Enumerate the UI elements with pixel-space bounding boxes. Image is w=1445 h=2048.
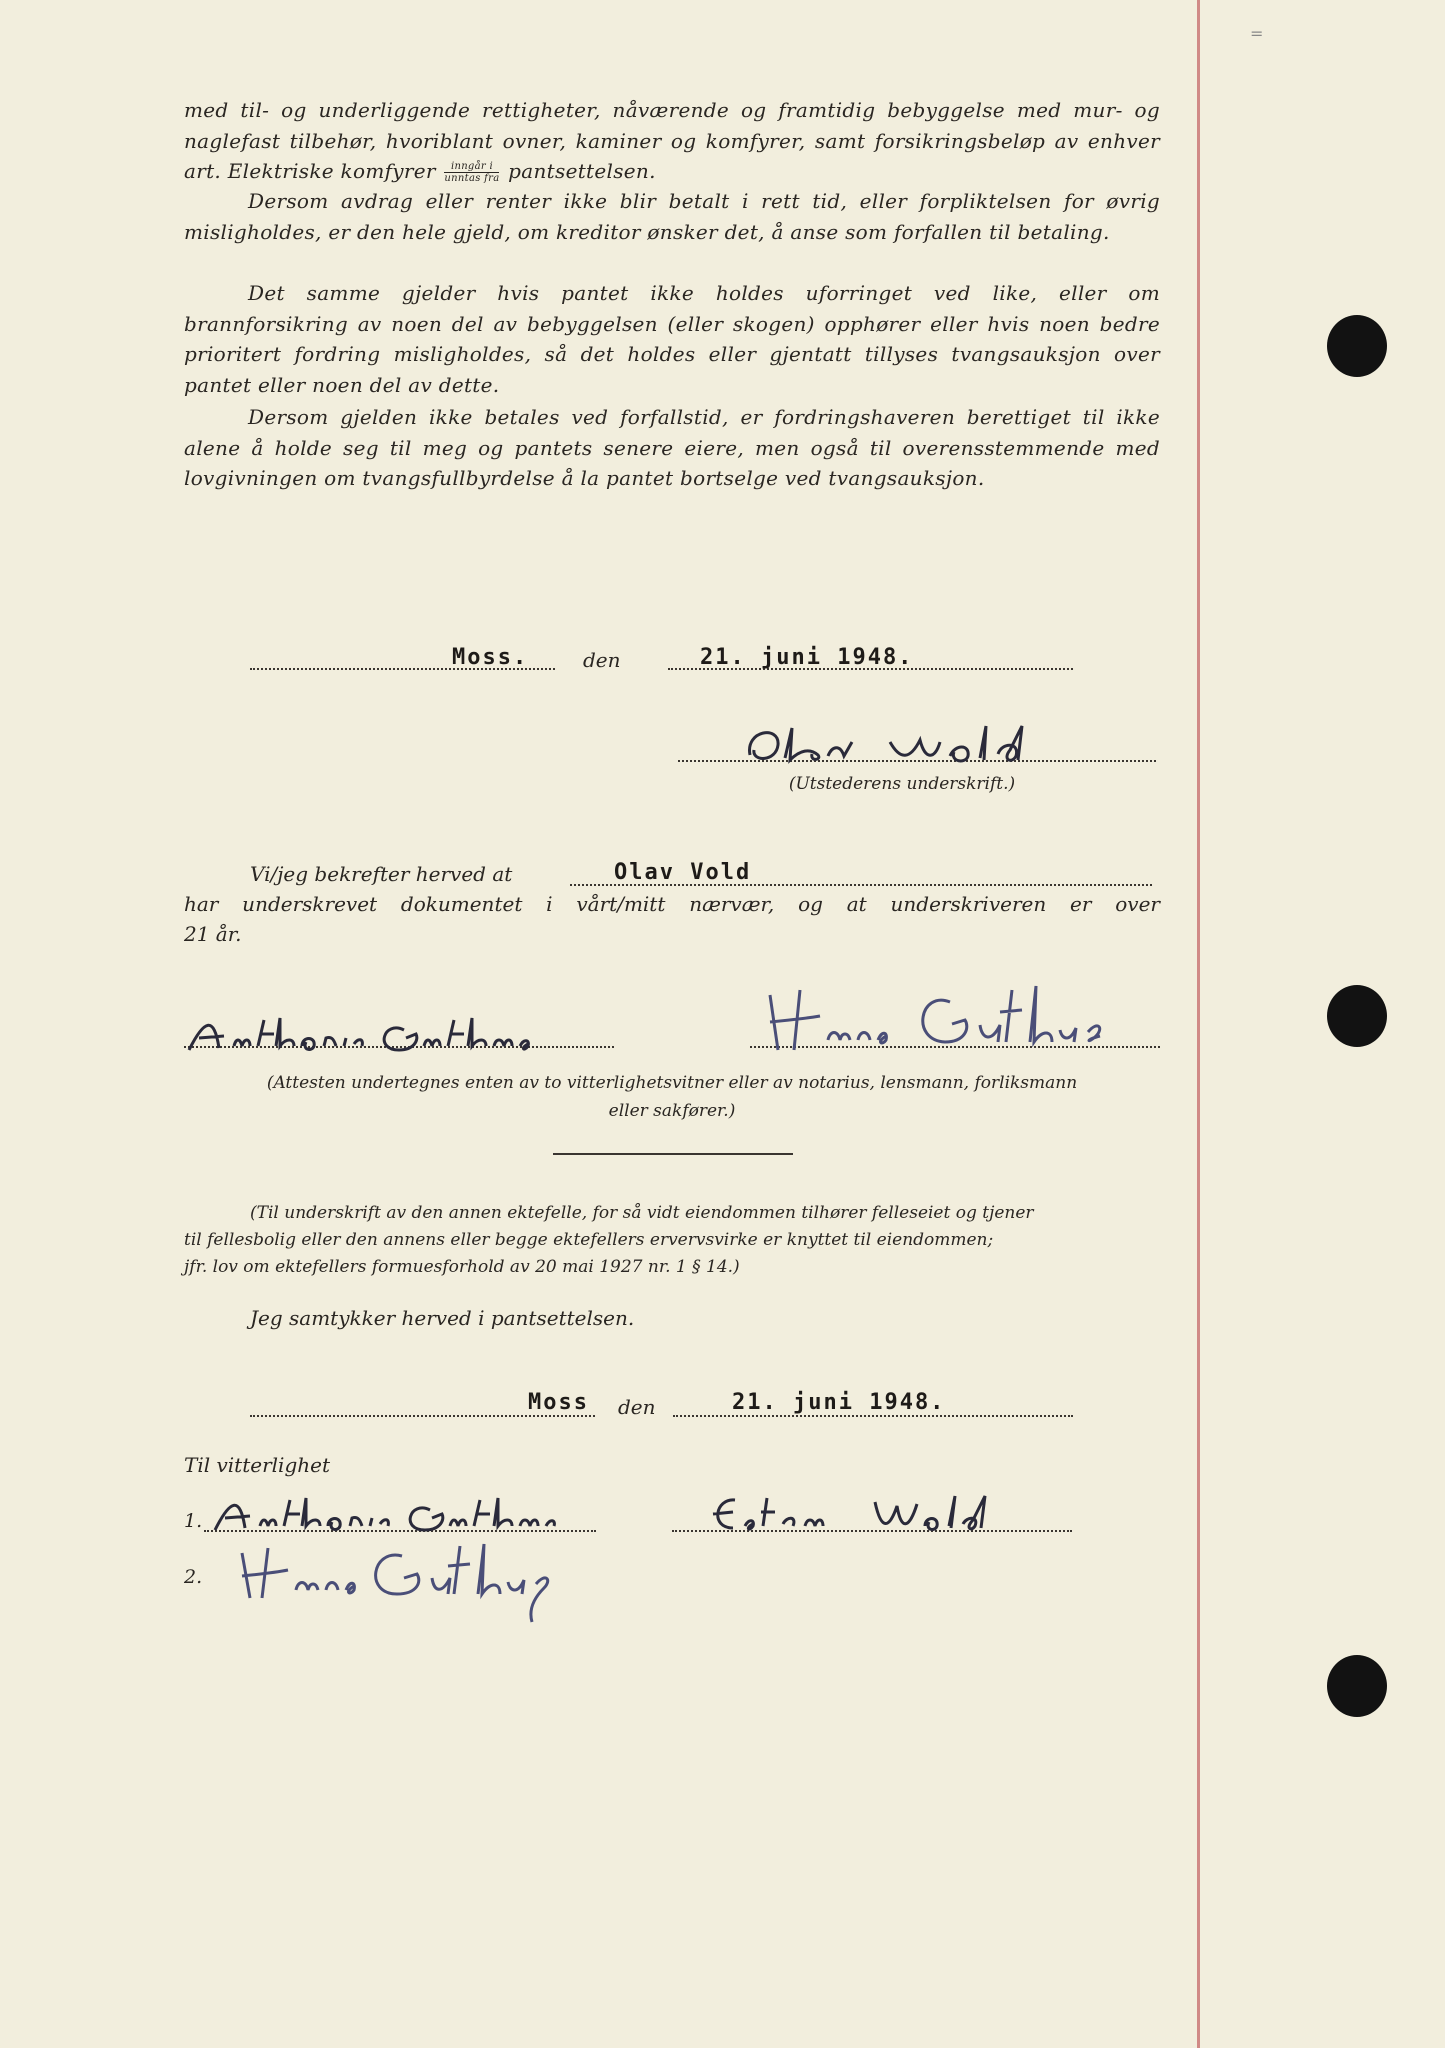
den-label: den — [583, 648, 621, 672]
confirm-name-field: Olav Vold — [614, 860, 752, 885]
witness-2-signature — [232, 1538, 652, 1632]
punch-hole — [1327, 985, 1387, 1047]
spouse-note-2: til fellesbolig eller den annens eller begge ektefellers ervervsvirke er knyttet til eiendommen; — [184, 1230, 994, 1250]
date-field: 21. juni 1948. — [700, 645, 914, 670]
divider-rule — [553, 1153, 793, 1155]
attest-caption-2: eller sakfører.) — [608, 1101, 736, 1121]
paragraph-rights: med til- og underliggende rettigheter, nåværende og framtidig bebyggelse med mur- og naglefast tilbehør, hvoriblant ovner, kaminer og komfyrer, samt forsikringsbeløp av enhver art. Elektriske komfyrer $\frac{\text{inngår i}}{\text{unntas fra}}$ pantsettelsen. — [184, 98, 1160, 184]
witness-signature-anthonie — [184, 1010, 604, 1064]
witness-number-2: 2. — [184, 1566, 203, 1588]
spouse-signature — [705, 1490, 1025, 1544]
confirm-text-2: 21 år. — [184, 922, 242, 946]
witness-signature-hans — [760, 980, 1160, 1064]
punch-hole — [1327, 1655, 1387, 1717]
fraction-inngar-unntas: $\frac{\text{inngår i}}{\text{unntas fra}}$ — [444, 161, 500, 184]
attest-caption-1: (Attesten undertegnes enten av to vitterlighetsvitner eller av notarius, lensmann, forliksmann — [266, 1073, 1078, 1093]
witness-number-1: 1. — [184, 1510, 203, 1532]
date-field-2: 21. juni 1948. — [732, 1390, 946, 1415]
place-field: Moss. — [452, 645, 529, 670]
corner-mark: = — [1250, 24, 1264, 43]
punch-hole — [1327, 315, 1387, 377]
red-margin-line — [1197, 0, 1200, 2048]
issuer-signature — [740, 720, 1070, 774]
issuer-caption: (Utstederens underskrift.) — [788, 774, 1016, 794]
paragraph-condition: Det samme gjelder hvis pantet ikke holdes uforringet ved like, eller om brannforsikring av noen del av bebyggelsen (eller skogen) opphører eller hvis noen bedre prioritert fordring misligholdes, så det holdes eller gjentatt tillyses tvangsauksjon over pantet eller noen del av dette. — [184, 281, 1160, 397]
place-field-2: Moss — [528, 1390, 589, 1415]
paragraph-enforcement: Dersom gjelden ikke betales ved forfallstid, er fordringshaveren berettiget til ikke alene å holde seg til meg og pantets senere eiere, men også til overensstemmende med lovgivningen om tvangsfullbyrdelse å la pantet bortselge ved tvangsauksjon. — [184, 405, 1160, 490]
spouse-note-3: jfr. lov om ektefellers formuesforhold av 20 mai 1927 nr. 1 § 14.) — [184, 1257, 740, 1277]
dotted-line — [250, 1415, 595, 1417]
witness-heading: Til vitterlighet — [184, 1453, 331, 1477]
confirm-text-1: har underskrevet dokumentet i vårt/mitt nærvær, og at underskriveren er over — [184, 892, 1160, 916]
paragraph-default: Dersom avdrag eller renter ikke blir betalt i rett tid, eller forpliktelsen for øvrig misligholdes, er den hele gjeld, om kreditor ønsker det, å anse som forfallen til betaling. — [184, 189, 1160, 244]
dotted-line — [673, 1415, 1073, 1417]
consent-text: Jeg samtykker herved i pantsettelsen. — [250, 1306, 635, 1330]
den-label-2: den — [618, 1395, 656, 1419]
spouse-note-1: (Til underskrift av den annen ektefelle, for så vidt eiendommen tilhører felleseiet og tjener — [250, 1203, 1034, 1223]
confirm-prefix: Vi/jeg bekrefter herved at — [250, 862, 513, 886]
witness-1-signature — [210, 1490, 590, 1544]
